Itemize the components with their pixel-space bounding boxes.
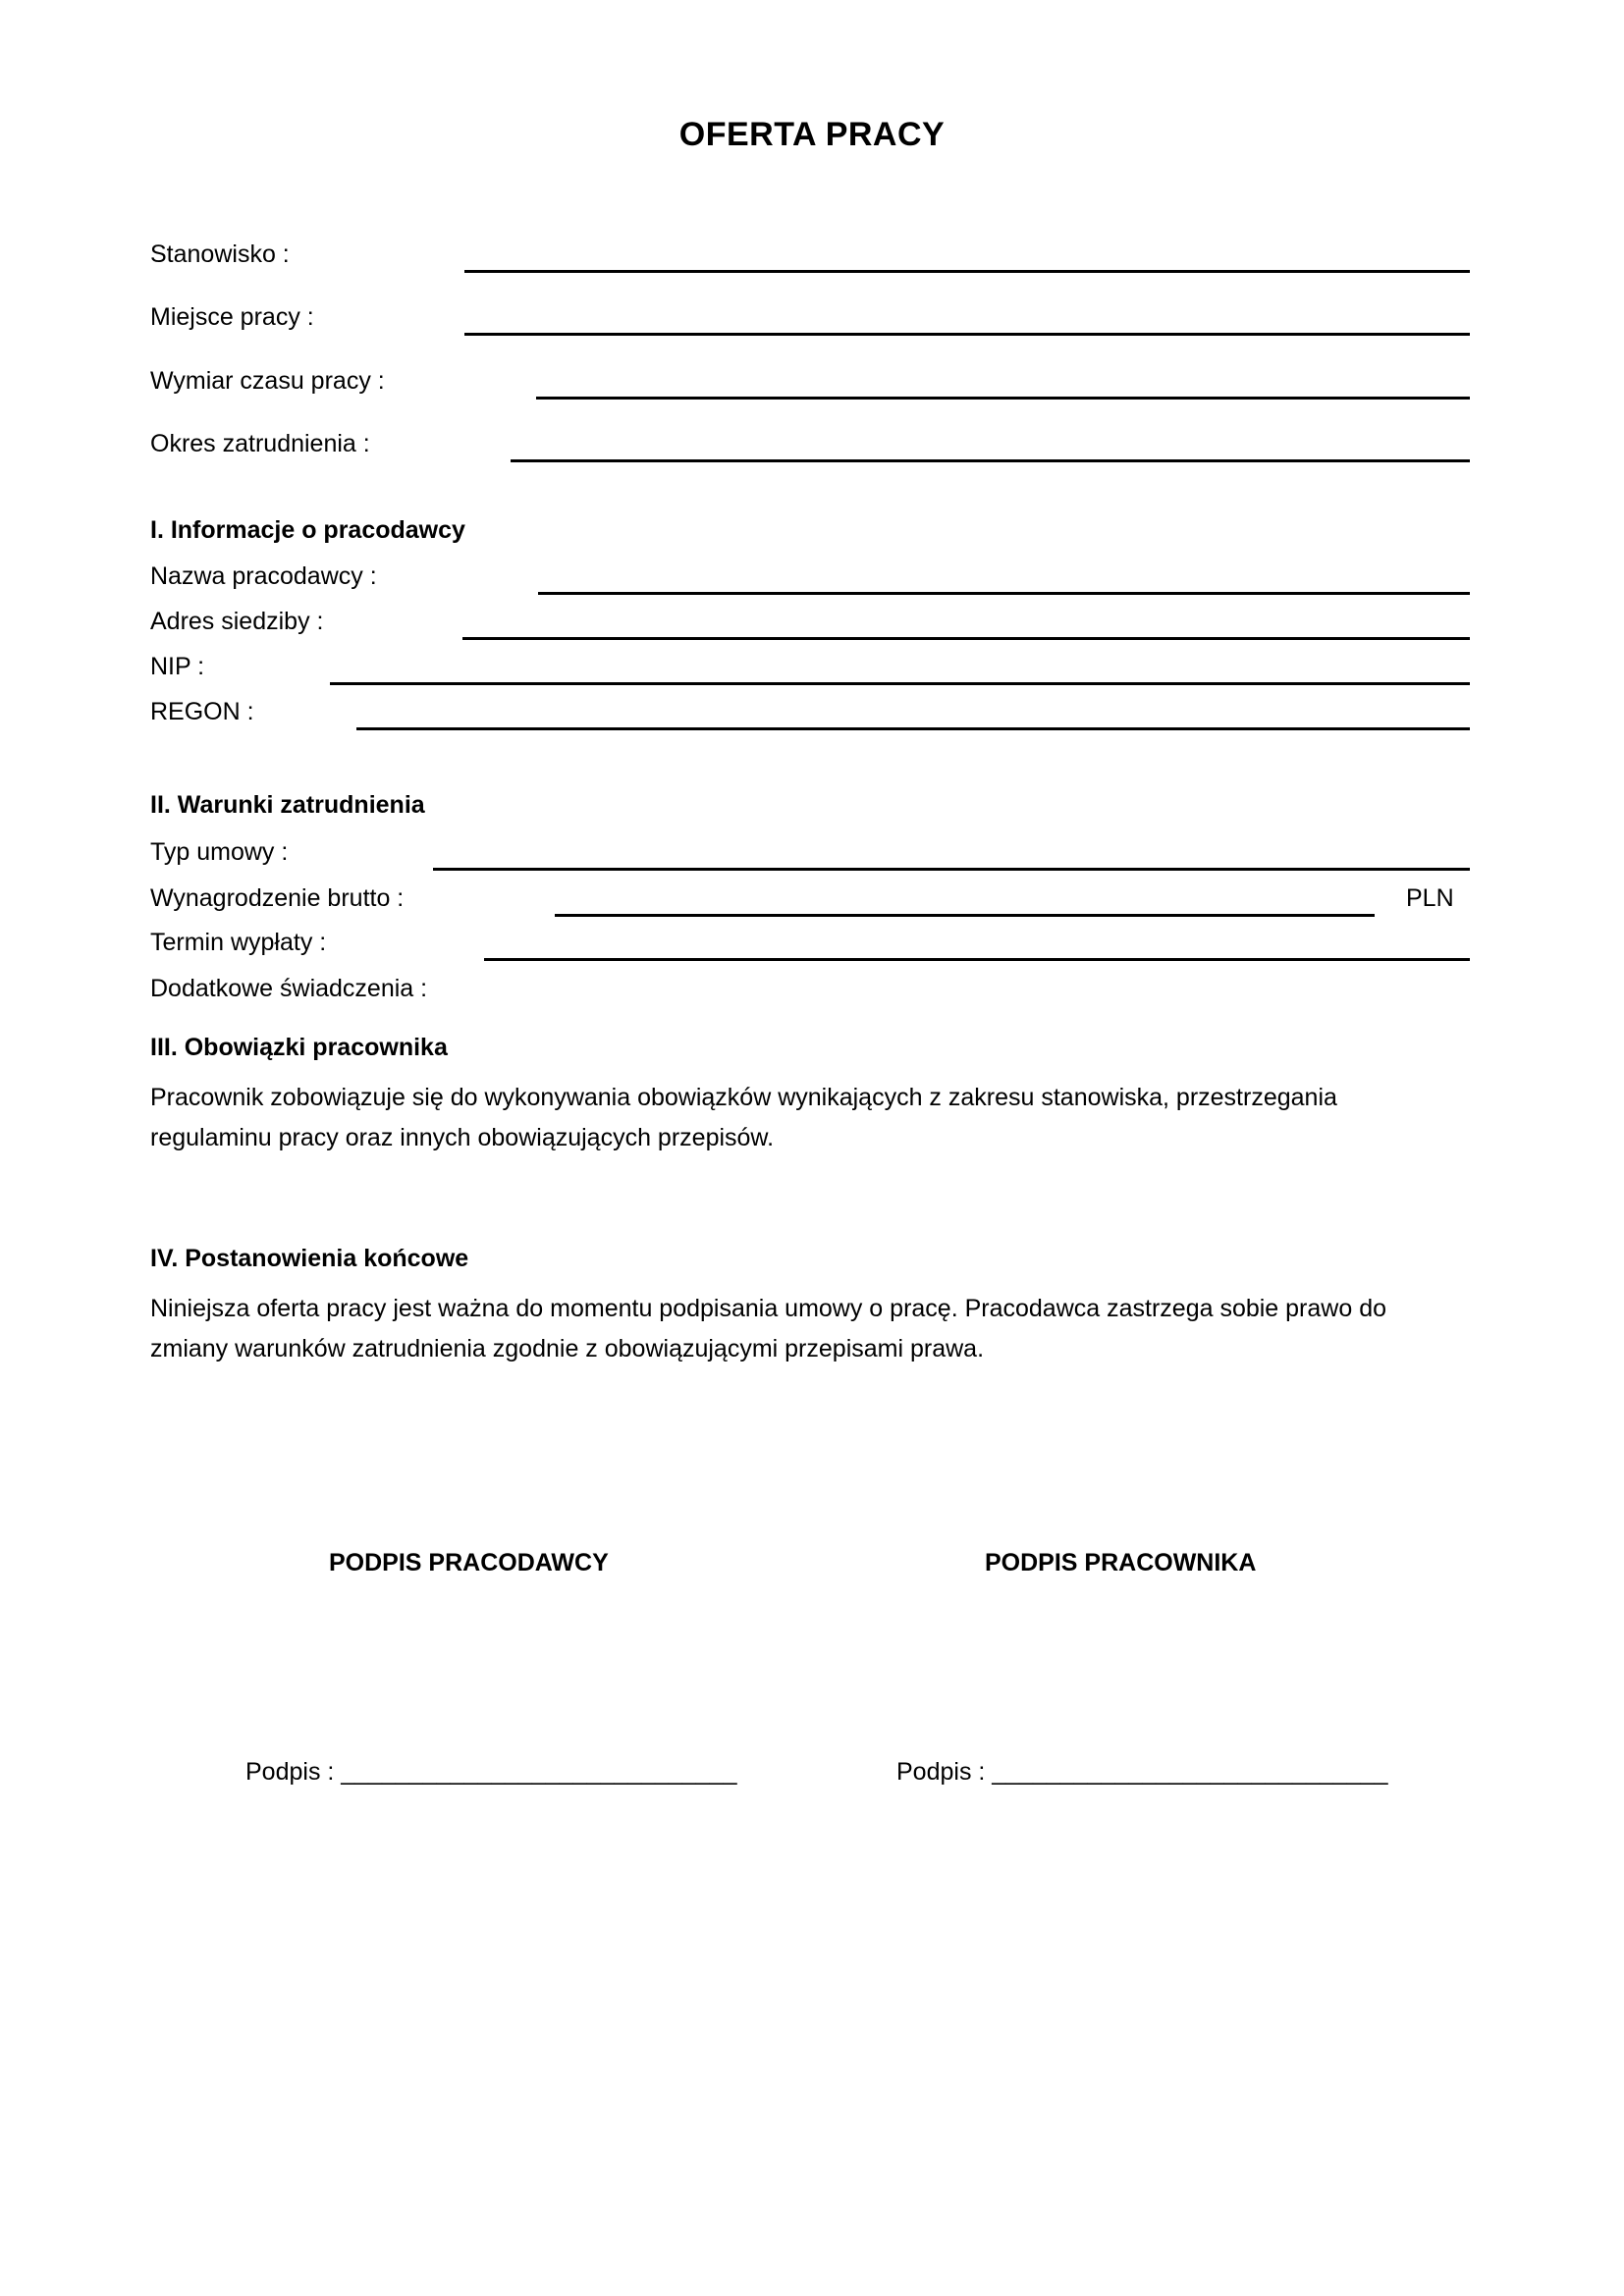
signature-field-employee[interactable]: Podpis : _____________________________	[896, 1758, 1388, 1786]
field-label-typ-umowy: Typ umowy :	[150, 838, 289, 866]
field-rule-termin-wyplaty[interactable]	[484, 958, 1470, 961]
field-rule-stanowisko[interactable]	[464, 270, 1470, 273]
section-body-postanowienia-koncowe: Niniejsza oferta pracy jest ważna do momentu podpisania umowy o pracę. Pracodawca zastrzega sobie prawo do zmiany warunków zatrudnienia zgodnie z obowiązującymi przepisami prawa.	[150, 1295, 1386, 1362]
field-row-adres-siedziby	[150, 607, 1486, 646]
field-label-stanowisko: Stanowisko :	[150, 240, 290, 268]
field-label-nazwa-pracodawcy: Nazwa pracodawcy :	[150, 562, 377, 590]
field-row-stanowisko	[150, 240, 1486, 279]
field-row-wynagrodzenie-brutto	[150, 883, 1486, 923]
field-row-regon	[150, 697, 1486, 736]
field-row-termin-wyplaty	[150, 928, 1486, 967]
field-row-okres-zatrudnienia	[150, 429, 1486, 468]
field-label-adres-siedziby: Adres siedziby :	[150, 608, 324, 635]
field-row-wymiar-czasu-pracy	[150, 366, 1486, 405]
field-label-nip: NIP :	[150, 653, 205, 680]
field-rule-wynagrodzenie-brutto[interactable]	[555, 914, 1375, 917]
field-rule-adres-siedziby[interactable]	[462, 637, 1470, 640]
field-row-nazwa-pracodawcy	[150, 561, 1486, 601]
field-rule-typ-umowy[interactable]	[433, 868, 1470, 871]
field-row-miejsce-pracy	[150, 302, 1486, 342]
signature-field-employer[interactable]: Podpis : _____________________________	[245, 1758, 737, 1786]
field-row-typ-umowy	[150, 837, 1486, 877]
field-label-regon: REGON :	[150, 698, 254, 725]
field-label-miejsce-pracy: Miejsce pracy :	[150, 303, 314, 331]
field-rule-nip[interactable]	[330, 682, 1470, 685]
field-label-termin-wyplaty: Termin wypłaty :	[150, 929, 327, 956]
currency-label-pln: PLN	[1406, 884, 1454, 912]
field-rule-regon[interactable]	[356, 727, 1470, 730]
field-rule-wymiar-czasu-pracy[interactable]	[536, 397, 1470, 400]
field-label-okres-zatrudnienia: Okres zatrudnienia :	[150, 430, 370, 457]
section-heading-informacje-o-pracodawcy: I. Informacje o pracodawcy	[150, 516, 465, 544]
field-label-wynagrodzenie-brutto: Wynagrodzenie brutto :	[150, 884, 405, 912]
signature-heading-employer: PODPIS PRACODAWCY	[329, 1549, 609, 1576]
field-label-wymiar-czasu-pracy: Wymiar czasu pracy :	[150, 367, 385, 395]
field-row-dodatkowe-swiadczenia	[150, 974, 1486, 1013]
field-rule-okres-zatrudnienia[interactable]	[511, 459, 1470, 462]
field-row-nip	[150, 652, 1486, 691]
section-body-obowiazki-pracownika: Pracownik zobowiązuje się do wykonywania obowiązków wynikających z zakresu stanowiska, przestrzegania regulaminu pracy oraz innych obowiązujących przepisów.	[150, 1084, 1337, 1151]
field-rule-miejsce-pracy[interactable]	[464, 333, 1470, 336]
field-label-dodatkowe-swiadczenia: Dodatkowe świadczenia :	[150, 975, 428, 1002]
section-heading-obowiazki-pracownika: III. Obowiązki pracownika	[150, 1034, 448, 1061]
signature-heading-employee: PODPIS PRACOWNIKA	[985, 1549, 1257, 1576]
page-title: OFERTA PRACY	[678, 116, 946, 153]
field-rule-nazwa-pracodawcy[interactable]	[538, 592, 1470, 595]
section-heading-postanowienia-koncowe: IV. Postanowienia końcowe	[150, 1245, 469, 1272]
section-heading-warunki-zatrudnienia: II. Warunki zatrudnienia	[150, 791, 425, 819]
